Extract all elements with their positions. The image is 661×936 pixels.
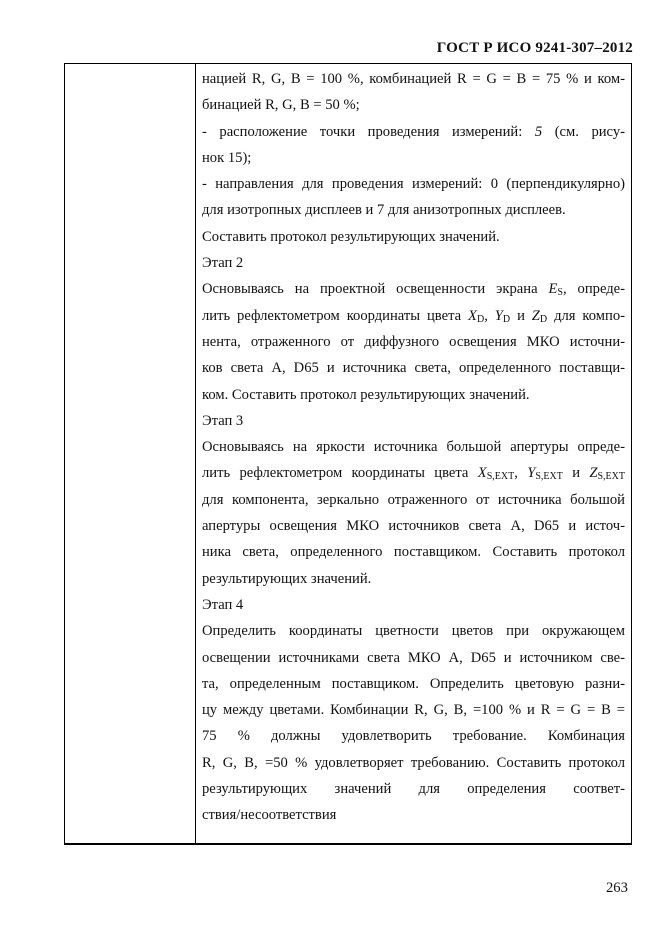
text-line: результирующих значений. bbox=[202, 570, 372, 587]
text-line: ника света, определенного поставщиком. Составить протокол bbox=[202, 544, 625, 561]
text-line: та, определенным поставщиком. Определить цветовую разни- bbox=[202, 675, 625, 692]
text-line: нок 15); bbox=[202, 149, 252, 166]
text-line: - расположение точки проведения измерений: 5 (см. рису- bbox=[202, 123, 625, 140]
stage-heading: Этап 4 bbox=[202, 596, 244, 613]
requirements-table bbox=[64, 63, 632, 845]
text-line: Составить протокол результирующих значений. bbox=[202, 228, 500, 245]
text-line: бинацией R, G, B = 50 %; bbox=[202, 97, 360, 114]
stage-heading: Этап 2 bbox=[202, 255, 244, 272]
text-line: освещении источниками света МКО A, D65 и источником све- bbox=[202, 649, 625, 666]
table-cell-content bbox=[202, 66, 625, 829]
text-line: нента, отраженного от диффузного освещения МКО источни- bbox=[202, 333, 625, 350]
text-line: лить рефлектометром координаты цвета $X_D$, $Y_D$ и $Z_D$ для компо- bbox=[202, 307, 625, 325]
page-number: 263 bbox=[606, 880, 628, 896]
text-line: апертуры освещения МКО источников света A, D65 и источ- bbox=[202, 518, 625, 535]
column-separator bbox=[195, 64, 196, 843]
text-line: R, G, B, =50 % удовлетворяет требованию. Составить протокол bbox=[202, 754, 625, 771]
stage-heading: Этап 3 bbox=[202, 412, 244, 429]
text-line: результирующих значений для определения соответ- bbox=[202, 781, 625, 798]
document-header: ГОСТ Р ИСО 9241-307–2012 bbox=[436, 40, 633, 56]
text-line: ков света A, D65 и источника света, определенного поставщи- bbox=[202, 360, 625, 377]
text-line: нацией R, G, B = 100 %, комбинацией R = G = B = 75 % и ком- bbox=[202, 71, 625, 87]
text-line: Основываясь на яркости источника большой апертуры опреде- bbox=[202, 439, 625, 456]
text-line: 75 % должны удовлетворить требование. Комбинация bbox=[202, 728, 625, 745]
text-line: ком. Составить протокол результирующих значений. bbox=[202, 386, 530, 403]
text-line: цу между цветами. Комбинации R, G, B, =100 % и R = G = B = bbox=[202, 702, 625, 719]
text-line: Определить координаты цветности цветов при окружающем bbox=[202, 623, 625, 640]
text-line: Основываясь на проектной освещенности экрана $E_S$, опреде- bbox=[202, 281, 625, 299]
text-line: - направления для проведения измерений: 0 (перпендикулярно) bbox=[202, 176, 625, 193]
text-line: для изотропных дисплеев и 7 для анизотропных дисплеев. bbox=[202, 202, 566, 219]
text-line: лить рефлектометром координаты цвета $X_{S,EXT}$, $Y_{S,EXT}$ и $Z_{S,EXT}$ bbox=[202, 465, 625, 483]
text-line: ствия/несоответствия bbox=[202, 807, 337, 824]
text-line: для компонента, зеркально отраженного от источника большой bbox=[202, 491, 625, 508]
